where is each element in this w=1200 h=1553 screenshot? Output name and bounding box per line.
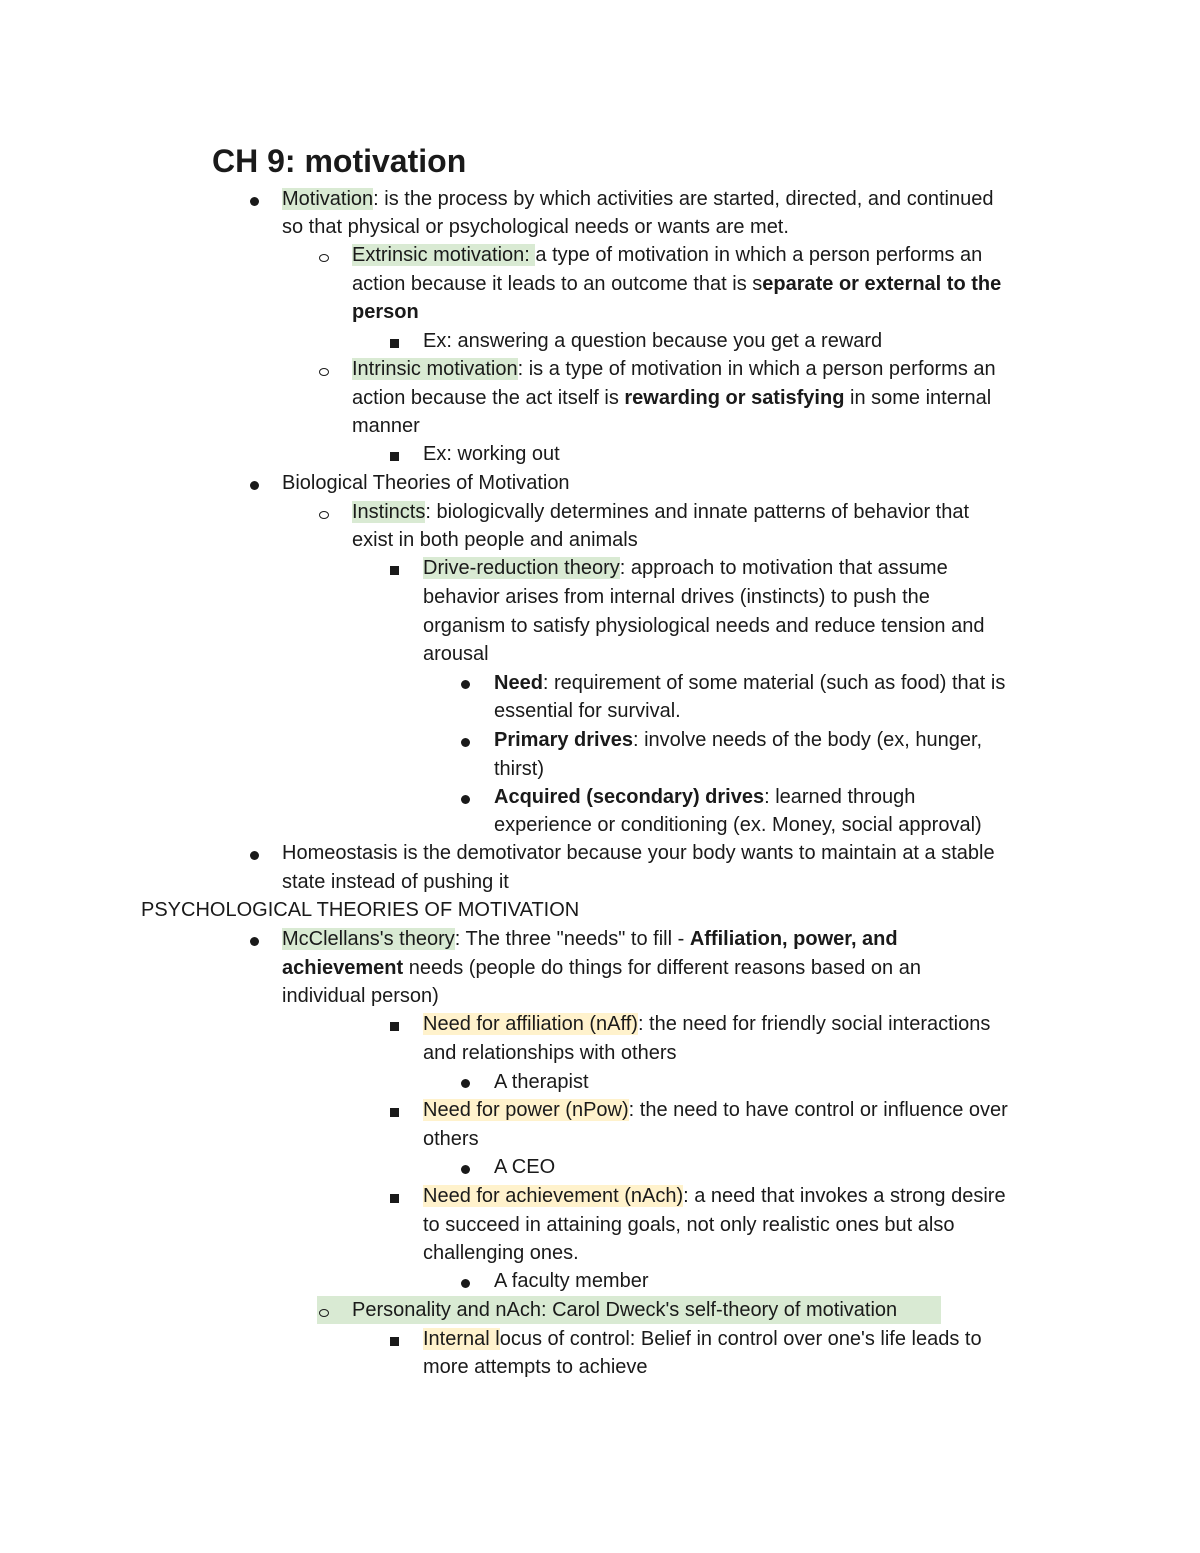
bullet-disc-icon	[461, 1154, 470, 1183]
text-line: others	[423, 1128, 479, 1150]
page-title: CH 9: motivation	[212, 143, 467, 179]
text-line: Biological Theories of Motivation	[282, 472, 570, 494]
bullet-disc-icon	[461, 1268, 470, 1297]
highlight-term: Drive-reduction theory	[423, 557, 620, 579]
highlight-term: Need for affiliation (nAff)	[423, 1013, 638, 1035]
highlight-term: Extrinsic motivation:	[352, 244, 536, 266]
text-line: Personality and nAch: Carol Dweck's self-theory of motivation	[352, 1299, 898, 1321]
highlight-term: Internal l	[423, 1328, 500, 1350]
highlight-term: Need for achievement (nAch)	[423, 1185, 684, 1207]
bullet-square-icon	[390, 328, 399, 357]
bullet-square-icon	[390, 1011, 399, 1040]
text-line: behavior arises from internal drives (instincts) to push the	[423, 586, 930, 608]
bullet-disc-icon	[461, 1068, 470, 1097]
bullet-disc-icon	[250, 840, 259, 869]
highlight-term: Instincts	[352, 501, 426, 523]
bullet-circle-icon	[319, 356, 329, 385]
text-line: to succeed in attaining goals, not only realistic ones but also	[423, 1214, 955, 1236]
text-line: and relationships with others	[423, 1042, 677, 1064]
bullet-square-icon	[390, 1326, 399, 1355]
text-line: experience or conditioning (ex. Money, social approval)	[494, 814, 982, 836]
bullet-square-icon	[390, 1097, 399, 1126]
text-line: Motivation: is the process by which activities are started, directed, and continued	[282, 188, 994, 210]
text-line: person	[352, 301, 419, 323]
text-line: Drive-reduction theory: approach to motivation that assume	[423, 557, 948, 579]
bullet-square-icon	[390, 1183, 399, 1212]
text-line: action because the act itself is rewarding or satisfying in some internal	[352, 387, 992, 409]
highlight-term: Intrinsic motivation	[352, 358, 518, 380]
text-line: Internal locus of control: Belief in control over one's life leads to	[423, 1328, 982, 1350]
bullet-circle-icon	[319, 499, 329, 528]
text-line: Ex: answering a question because you get a reward	[423, 330, 883, 352]
bullet-disc-icon	[461, 727, 470, 756]
text-line: Ex: working out	[423, 443, 560, 465]
highlight-term: Need for power (nPow)	[423, 1099, 629, 1121]
text-line: achievement needs (people do things for different reasons based on an	[282, 957, 921, 979]
text-line: Instincts: biologicvally determines and innate patterns of behavior that	[352, 501, 970, 523]
text-line: A CEO	[494, 1156, 556, 1178]
text-line: so that physical or psychological needs or wants are met.	[282, 216, 789, 238]
text-line: thirst)	[494, 758, 544, 780]
section-heading: PSYCHOLOGICAL THEORIES OF MOTIVATION	[141, 899, 580, 921]
text-line: essential for survival.	[494, 700, 681, 722]
text-line: Primary drives: involve needs of the body (ex, hunger,	[494, 729, 983, 751]
highlight-term: Motivation	[282, 188, 374, 210]
bullet-square-icon	[390, 441, 399, 470]
highlight-term: McClellans's theory	[282, 928, 455, 950]
text-line: A faculty member	[494, 1270, 649, 1292]
text-line: Intrinsic motivation: is a type of motivation in which a person performs an	[352, 358, 996, 380]
text-line: McClellans's theory: The three "needs" to fill - Affiliation, power, and	[282, 928, 898, 950]
text-line: Acquired (secondary) drives: learned through	[494, 786, 916, 808]
text-line: organism to satisfy physiological needs and reduce tension and	[423, 615, 985, 637]
bullet-disc-icon	[250, 470, 259, 499]
bullet-disc-icon	[250, 186, 259, 215]
text-line: Need for affiliation (nAff): the need for friendly social interactions	[423, 1013, 991, 1035]
bullet-circle-icon	[319, 1297, 329, 1326]
text-line: Need for power (nPow): the need to have control or influence over	[423, 1099, 1008, 1121]
bullet-disc-icon	[461, 784, 470, 813]
text-line: more attempts to achieve	[423, 1356, 648, 1378]
text-line: manner	[352, 415, 420, 437]
text-line: Need: requirement of some material (such as food) that is	[494, 672, 1006, 694]
text-line: arousal	[423, 643, 489, 665]
text-line: Extrinsic motivation: a type of motivation in which a person performs an	[352, 244, 983, 266]
text-line: action because it leads to an outcome that is separate or external to the	[352, 273, 1002, 295]
text-line: exist in both people and animals	[352, 529, 638, 551]
bullet-disc-icon	[461, 669, 470, 698]
bullet-circle-icon	[319, 242, 329, 271]
text-line: challenging ones.	[423, 1242, 579, 1264]
text-line: individual person)	[282, 985, 439, 1007]
bullet-square-icon	[390, 555, 399, 584]
text-line: Homeostasis is the demotivator because your body wants to maintain at a stable	[282, 842, 995, 864]
text-line: state instead of pushing it	[282, 871, 509, 893]
text-line: A therapist	[494, 1071, 589, 1093]
bullet-disc-icon	[250, 926, 259, 955]
text-line: Need for achievement (nAch): a need that invokes a strong desire	[423, 1185, 1006, 1207]
